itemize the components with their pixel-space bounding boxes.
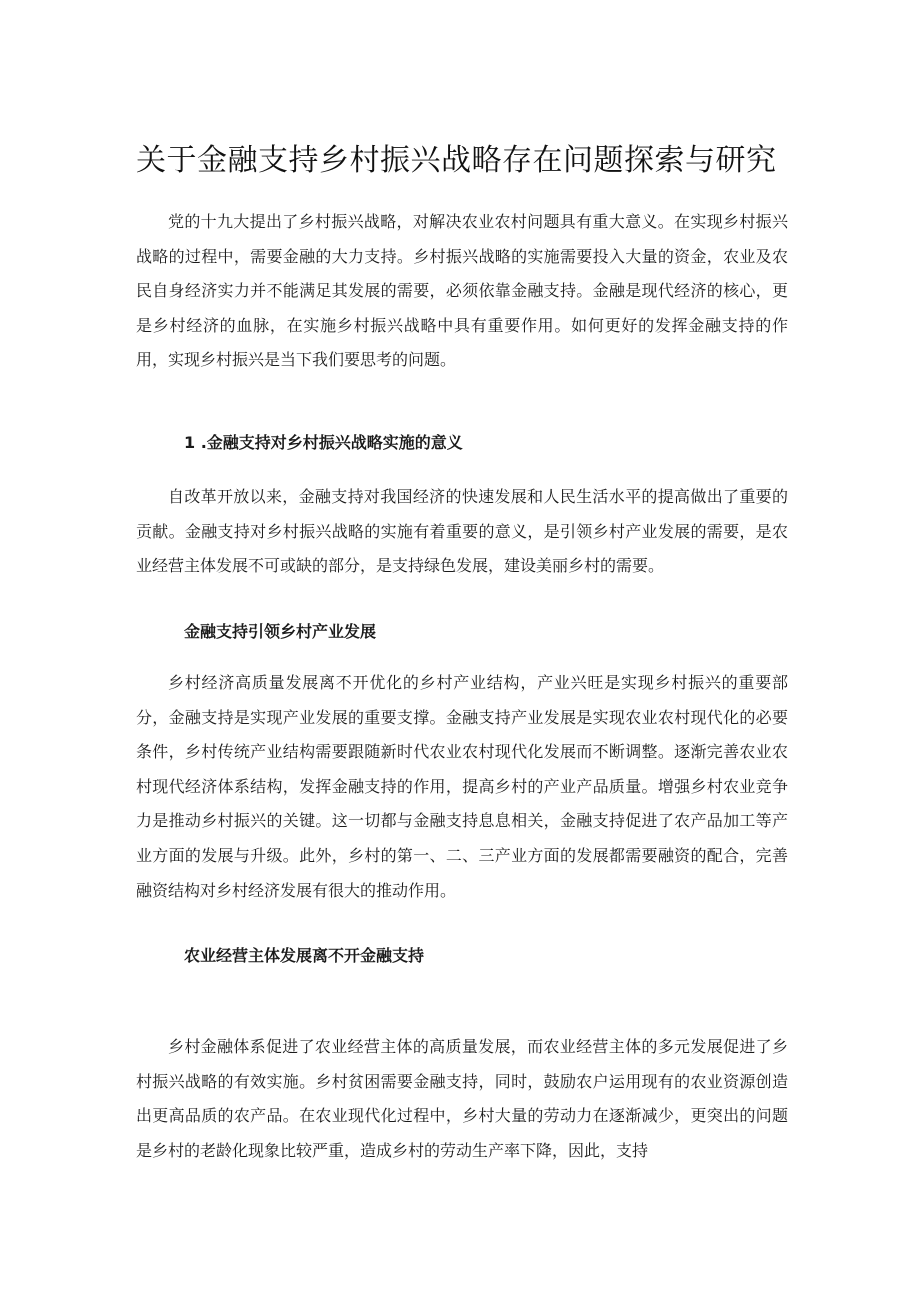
subsection-heading-operators: 农业经营主体发展离不开金融支持 [184, 946, 425, 965]
intro-paragraph: 党的十九大提出了乡村振兴战略，对解决农业农村问题具有重大意义。在实现乡村振兴战略的过程中，需要金融的大力支持。乡村振兴战略的实施需要投入大量的资金，农业及农民自身经济实力并不能满足其发展的需要，必须依靠金融支持。金融是现代经济的核心，更是乡村经济的血脉，在实施乡村振兴战略中具有重要作用。如何更好的发挥金融支持的作用，实现乡村振兴是当下我们要思考的问题。 [136, 212, 788, 370]
subsection-heading-industry: 金融支持引领乡村产业发展 [184, 622, 377, 641]
document-title: 关于金融支持乡村振兴战略存在问题探索与研究 [136, 143, 777, 178]
industry-paragraph: 乡村经济高质量发展离不开优化的乡村产业结构，产业兴旺是实现乡村振兴的重要部分，金融支持是实现产业发展的重要支撑。金融支持产业发展是实现农业农村现代化的必要条件，乡村传统产业结构需要跟随新时代农业农村现代化发展而不断调整。逐渐完善农业农村现代经济体系结构，发挥金融支持的作用，提高乡村的产业产品质量。增强乡村农业竞争力是推动乡村振兴的关键。这一切都与金融支持息息相关，金融支持促进了农产品加工等产业方面的发展与升级。此外，乡村的第一、二、三产业方面的发展都需要融资的配合，完善融资结构对乡村经济发展有很大的推动作用。 [136, 673, 788, 900]
operators-paragraph: 乡村金融体系促进了农业经营主体的高质量发展，而农业经营主体的多元发展促进了乡村振兴战略的有效实施。乡村贫困需要金融支持，同时，鼓励农户运用现有的农业资源创造出更高品质的农产品。在农业现代化过程中，乡村大量的劳动力在逐渐减少，更突出的问题是乡村的老龄化现象比较严重，造成乡村的劳动生产率下降，因此，支持 [136, 1037, 788, 1160]
significance-paragraph: 自改革开放以来，金融支持对我国经济的快速发展和人民生活水平的提高做出了重要的贡献。金融支持对乡村振兴战略的实施有着重要的意义，是引领乡村产业发展的需要，是农业经营主体发展不可或缺的部分，是支持绿色发展，建设美丽乡村的需要。 [136, 487, 788, 576]
section-heading-significance: 1 .金融支持对乡村振兴战略实施的意义 [184, 433, 463, 452]
